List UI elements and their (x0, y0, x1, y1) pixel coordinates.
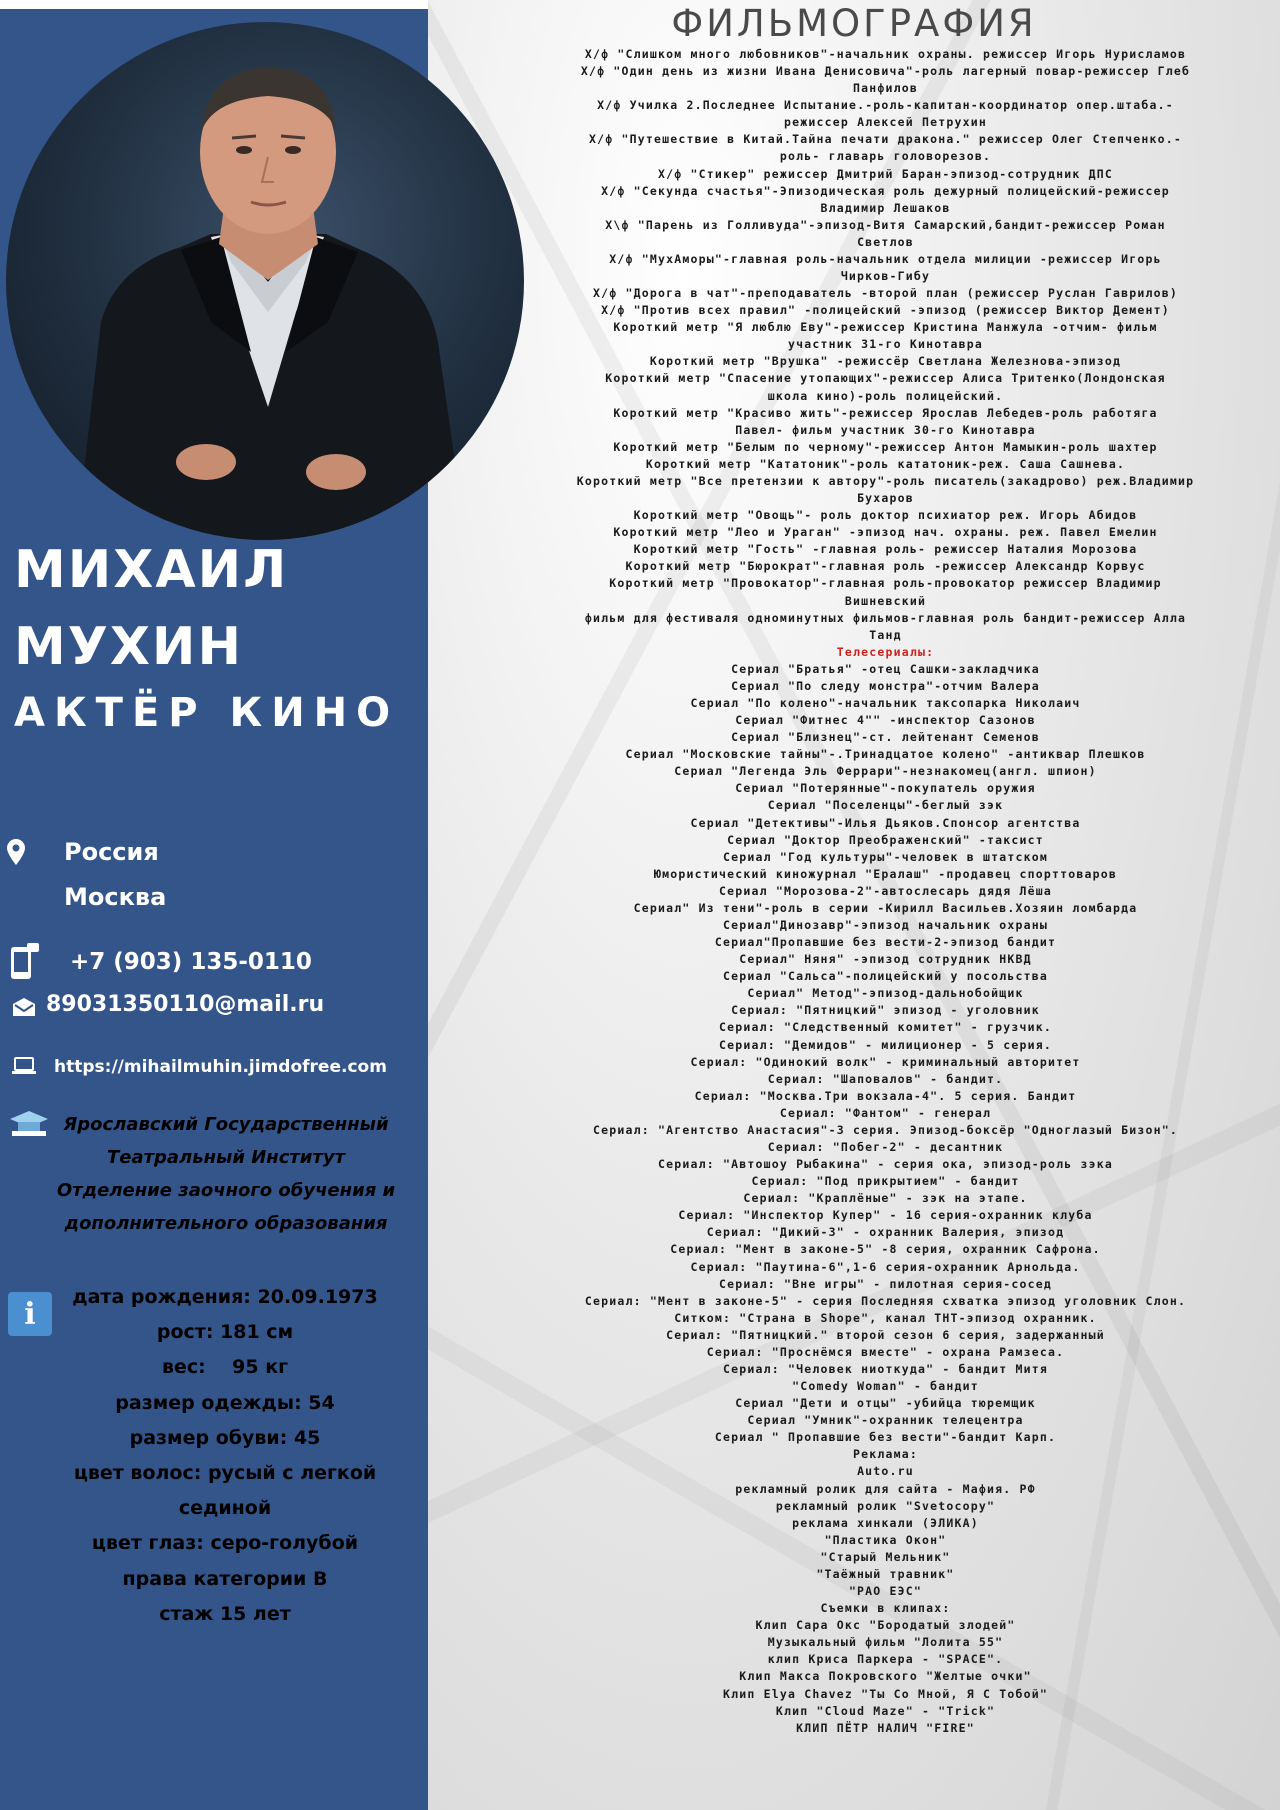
filmography-line: Телесериалы: (836, 644, 935, 659)
filmography-line: Сериал: "Человек ниоткуда" - бандит Митя (723, 1362, 1048, 1377)
email-text[interactable]: 89031350110@mail.ru (46, 992, 325, 1017)
filmography-panel (428, 0, 1280, 1810)
filmography-line: Сериал: "Инспектор Купер" - 16 серия-охранник клуба (678, 1208, 1093, 1223)
filmography-line: Сериал: "Агентство Анастасия"-3 серия. Эпизод-боксёр "Одноглазый Бизон". (593, 1122, 1178, 1137)
phone-text[interactable]: +7 (903) 135-0110 (70, 949, 312, 975)
website-text[interactable]: https://mihailmuhin.jimdofree.com (54, 1057, 387, 1077)
filmography-line: Сериал: "Шаповалов" - бандит. (767, 1071, 1004, 1086)
personal-info-block (40, 1280, 410, 1632)
filmography-line: Сериал: "Побег-2" - десантник (767, 1140, 1004, 1154)
filmography-line: Короткий метр "Гость" -главная роль- режиссер Наталия Морозова (633, 542, 1138, 557)
filmography-line: Короткий метр "Бюрократ"-главная роль -режиссер Александр Корвус (625, 559, 1146, 574)
education-line: Театральный Институт (106, 1147, 346, 1168)
filmography-line: Сериал: "Автошоу Рыбакина" - серия ока, эпизод-роль зэка (658, 1157, 1113, 1172)
filmography-line: Сериал "По следу монстра"-отчим Валера (731, 678, 1040, 693)
filmography-line: Короткий метр "Кататоник"-роль кататоник-реж. Саша Сашнева. (645, 456, 1126, 471)
filmography-line: Сериал "Легенда Эль Феррари"-незнакомец(англ. шпион) (674, 764, 1097, 779)
last-name: МУХИН (14, 617, 243, 677)
filmography-line: Сериал: "Фантом" - генерал (779, 1105, 992, 1120)
filmography-line: Владимир Лешаков (820, 200, 951, 215)
filmography-line: Сериал "Фитнес 4"" -инспектор Сазонов (735, 713, 1036, 728)
filmography-line: Короткий метр "Красиво жить"-режиссер Ярослав Лебедев-роль работяга (613, 405, 1158, 420)
filmography-line: Х/ф "МухАморы"-главная роль-начальник отдела милиции -режиссер Игорь (609, 251, 1162, 266)
filmography-line: Сериал: "Проснёмся вместе" - охрана Рамзеса. (706, 1344, 1065, 1359)
filmography-line: Павел- фильм участник 30-го Кинотавра (735, 422, 1036, 437)
filmography-line: "Старый Мельник" (820, 1549, 951, 1564)
filmography-line: Х/ф "Один день из жизни Ивана Денисовича"-роль лагерный повар-режиссер Глеб (580, 64, 1191, 79)
filmography-line: Съемки в клипах: (820, 1601, 951, 1616)
filmography-line: "Пластика Окон" (824, 1532, 947, 1547)
education-line: Ярославский Государственный (63, 1114, 389, 1135)
filmography-line: Х/ф Училка 2.Последнее Испытание.-роль-капитан-координатор опер.штаба.- (597, 98, 1174, 113)
envelope-icon (12, 997, 36, 1017)
info-icon: i (8, 1292, 52, 1336)
filmography-line: Х/ф "Путешествие в Китай.Тайна печати дракона." режиссер Олег Степченко.- (588, 132, 1183, 147)
education-line: Отделение заочного обучения и (56, 1180, 396, 1201)
filmography-line: Сериал: "Под прикрытием" - бандит (751, 1174, 1020, 1189)
filmography-line: Х/ф "Против всех правил" -полицейский -эпизод (режиссер Виктор Демент) (601, 303, 1170, 318)
filmography-line: Вишневский (844, 593, 927, 608)
filmography-line: Короткий метр "Овощь"- роль доктор психиатор реж. Игорь Абидов (633, 508, 1138, 523)
filmography-line: "РАО ЕЭС" (848, 1584, 923, 1599)
filmography-line: "Таёжный травник" (816, 1566, 955, 1581)
filmography-line: Сериал "Год культуры"-человек в штатском (723, 849, 1048, 864)
filmography-line: Сериал "Потерянные"-покупатель оружия (735, 781, 1036, 796)
phone-icon (8, 942, 42, 982)
filmography-line: Сериал: "Вне игры" - пилотная серия-сосед (718, 1276, 1053, 1291)
filmography-line: Х/ф "Стикер" режиссер Дмитрий Баран-эпизод-сотрудник ДПС (658, 166, 1113, 181)
filmography-line: Сериал: "Одинокий волк" - криминальный авторитет (690, 1054, 1081, 1069)
filmography-line: Юмористический киножурнал "Ералаш" -продавец спорттоваров (653, 866, 1118, 881)
filmography-line: Сериал: "Мент в законе-5" - серия Последняя схватка эпизод уголовник Слон. (584, 1293, 1187, 1308)
filmography-line: Короткий метр "Лео и Ураган" -эпизод нач. охраны. реж. Павел Емелин (613, 525, 1158, 540)
filmography-line: КЛИП ПЁТР НАЛИЧ "FIRE" (796, 1720, 975, 1735)
filmography-line: Чирков-Гибу (840, 269, 931, 284)
filmography-line: Музыкальный фильм "Лолита 55" (767, 1635, 1004, 1650)
filmography-line: рекламный ролик "Svetocopy" (775, 1498, 996, 1513)
filmography-line: Сериал "Детективы"-Илья Дьяков.Спонсор агентства (690, 815, 1081, 830)
driving-experience: стаж 15 лет (159, 1602, 291, 1625)
filmography-line: Сериал" Из тени"-роль в серии -Кирилл Васильев.Хозяин ломбарда (633, 900, 1138, 915)
filmography-title: ФИЛЬМОГРАФИЯ (671, 2, 1037, 45)
filmography-line: Клип Сара Окс "Бородатый злодей" (755, 1618, 1016, 1633)
filmography-line: Сериал: "Краплёные" - зэк на этапе. (743, 1191, 1028, 1206)
eye-color: цвет глаз: серо-голубой (91, 1532, 359, 1555)
driving-license: права категории В (122, 1567, 328, 1590)
filmography-line: Короткий метр "Спасение утопающих"-режиссер Алиса Тритенко(Лондонская (605, 371, 1166, 386)
filmography-line: Сериал: "Паутина-6",1-6 серия-охранник Арнольда. (690, 1259, 1081, 1274)
filmography-line: Сериал: "Пятницкий" эпизод - уголовник (731, 1003, 1040, 1018)
filmography-line: Танд (869, 627, 902, 642)
filmography-line: Сериал "Доктор Преображенский" -таксист (727, 832, 1044, 847)
filmography-line: участник 31-го Кинотавра (788, 337, 983, 352)
filmography-line: Сериал "Морозова-2"-автослесарь дядя Лёша (718, 883, 1053, 898)
filmography-line: Auto.ru (857, 1464, 914, 1479)
city-text: Москва (64, 883, 167, 911)
filmography-line: реклама хинкали (ЭЛИКА) (792, 1515, 979, 1530)
weight: вес: 95 кг (161, 1356, 289, 1379)
filmography-line: Ситком: "Страна в Shope", канал ТНТ-эпизод охранник. (674, 1310, 1097, 1325)
filmography-line: Клип Макса Покровского "Желтые очки" (739, 1669, 1032, 1684)
filmography-line: Х/ф "Дорога в чат"-преподаватель -второй план (режиссер Руслан Гаврилов) (593, 286, 1178, 301)
filmography-line: Короткий метр "Я люблю Еву"-режиссер Кристина Манжула -отчим- фильм (613, 320, 1158, 335)
filmography-line: Сериал "По колено"-начальник таксопарка Николаич (690, 695, 1081, 710)
filmography-line: "Comedy Woman" - бандит (792, 1379, 979, 1394)
filmography-line: Сериал: "Пятницкий." второй сезон 6 серия, задержанный (666, 1327, 1105, 1342)
filmography-line: Сериал: "Следственный комитет" - грузчик. (718, 1020, 1053, 1035)
filmography-line: Клип Elya Chavez "Ты Со Мной, Я С Тобой" (723, 1686, 1048, 1701)
filmography-line: роль- главарь головорезов. (779, 149, 992, 164)
filmography-line: Сериал "Сальса"-полицейский у посольства (723, 969, 1048, 984)
hair-color: цвет волос: русый с легкой сединой (73, 1462, 377, 1520)
filmography-line: Сериал: "Мент в законе-5" -8 серия, охранник Сафрона. (670, 1242, 1101, 1257)
filmography-line: Сериал" Метод"-эпизод-дальнобойщик (747, 986, 1024, 1001)
filmography-line: Сериал "Близнец"-ст. лейтенант Семенов (731, 730, 1040, 745)
filmography-line: Сериал "Дети и отцы" -убийца тюремщик (735, 1396, 1036, 1411)
filmography-line: Сериал: "Москва.Три вокзала-4". 5 серия. Бандит (694, 1088, 1077, 1103)
filmography-line: Сериал " Пропавшие без вести"-бандит Карп. (714, 1430, 1057, 1445)
filmography-line: Сериал"Динозавр"-эпизод начальник охраны (723, 917, 1048, 932)
education-block (56, 1108, 396, 1240)
shoe-size: размер обуви: 45 (129, 1426, 321, 1449)
location-pin-icon (6, 838, 26, 866)
filmography-line: Бухаров (857, 491, 914, 506)
profile-photo (6, 22, 524, 540)
height: рост: 181 см (156, 1321, 294, 1344)
graduation-cap-icon (10, 1110, 48, 1138)
country-text: Россия (64, 838, 159, 866)
filmography-line: рекламный ролик для сайта - Мафия. РФ (735, 1481, 1036, 1496)
profession: АКТЁР КИНО (14, 690, 400, 736)
filmography-line: Х/ф "Слишком много любовников"-начальник охраны. режиссер Игорь Нурисламов (584, 47, 1187, 61)
filmography-line: Короткий метр "Белым по черному"-режиссер Антон Мамыкин-роль шахтер (613, 439, 1158, 454)
filmography-line: Сериал" Няня" -эпизод сотрудник НКВД (739, 952, 1032, 967)
filmography-line: Х\ф "Парень из Голливуда"-эпизод-Витя Самарский,бандит-режиссер Роман (605, 217, 1166, 232)
filmography-list (498, 46, 1273, 1737)
filmography-line: Сериал: "Дикий-3" - охранник Валерия, эпизод (706, 1225, 1065, 1240)
first-name: МИХАИЛ (14, 540, 289, 600)
filmography-line: Панфилов (853, 81, 918, 96)
clothing-size: размер одежды: 54 (115, 1391, 335, 1414)
filmography-line: клип Криса Паркера - "SPACE". (767, 1652, 1004, 1667)
filmography-line: режиссер Алексей Петрухин (783, 115, 988, 130)
filmography-line: Сериал "Братья" -отец Сашки-закладчика (731, 661, 1040, 676)
education-line: дополнительного образования (64, 1213, 388, 1234)
birth-date: дата рождения: 20.09.1973 (72, 1286, 378, 1308)
filmography-line: Х/ф "Секунда счастья"-Эпизодическая роль дежурный полицейский-режиссер (601, 183, 1170, 198)
filmography-line: Сериал: "Демидов" - милиционер - 5 серия. (718, 1037, 1053, 1052)
filmography-line: Сериал"Пропавшие без вести-2-эпизод бандит (714, 935, 1057, 950)
laptop-icon (12, 1056, 36, 1076)
filmography-line: Сериал "Московские тайны"-.Тринадцатое колено" -антиквар Плешков (625, 747, 1146, 762)
filmography-line: фильм для фестиваля одноминутных фильмов-главная роль бандит-режиссер Алла (584, 610, 1187, 625)
filmography-line: Клип "Cloud Maze" - "Trick" (775, 1703, 996, 1718)
filmography-line: Короткий метр "Все претензии к автору"-роль писатель(закадрово) реж.Владимир (576, 473, 1195, 488)
filmography-line: Светлов (857, 234, 914, 249)
filmography-line: Сериал "Поселенцы"-беглый зэк (767, 798, 1004, 813)
filmography-line: Короткий метр "Провокатор"-главная роль-провокатор режиссер Владимир (609, 576, 1162, 591)
filmography-line: школа кино)-роль полицейский. (767, 388, 1004, 403)
filmography-line: Реклама: (853, 1447, 918, 1462)
filmography-line: Короткий метр "Врушка" -режиссёр Светлана Железнова-эпизод (649, 354, 1122, 369)
filmography-line: Сериал "Умник"-охранник телецентра (747, 1413, 1024, 1428)
